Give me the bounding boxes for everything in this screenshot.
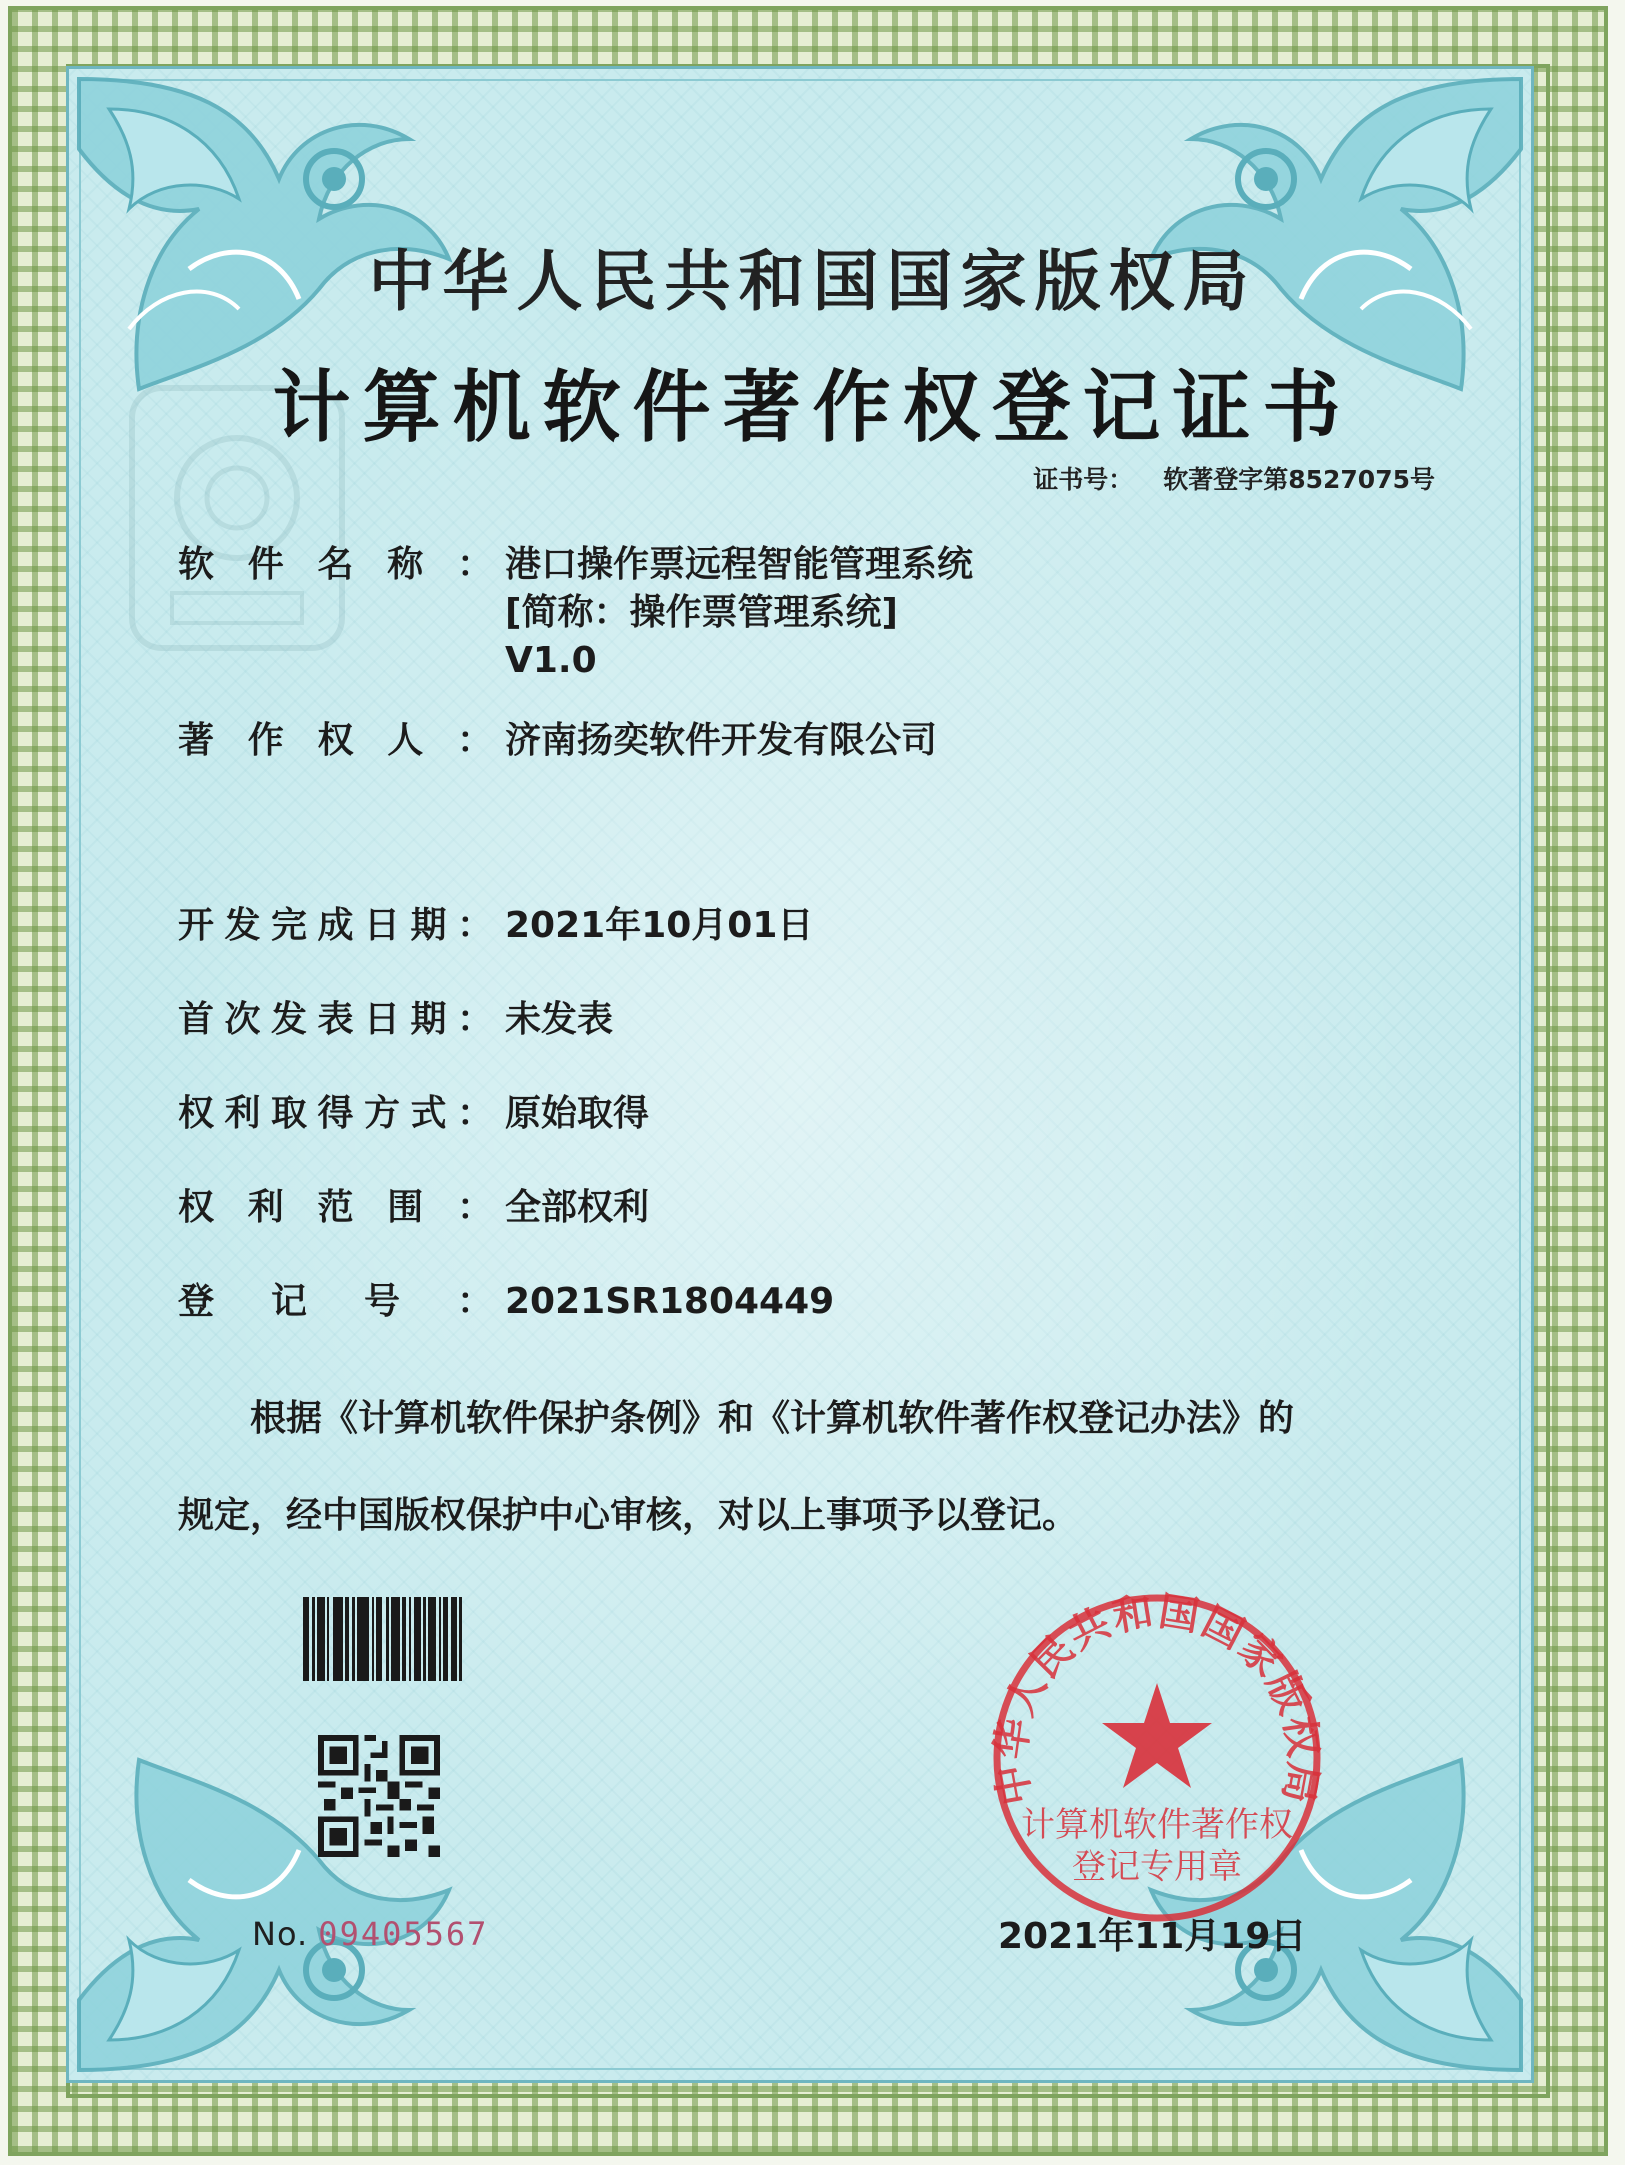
barcode-bar (414, 1597, 421, 1681)
registration-number-value: 2021SR1804449 (505, 1281, 835, 1322)
seal-ring-text: 中华人民共和国国家版权局 (987, 1588, 1327, 1809)
software-name-short: [简称：操作票管理系统] (505, 592, 898, 633)
statement-line-2: 规定，经中国版权保护中心审核，对以上事项予以登记。 (178, 1495, 1079, 1536)
acquisition-value: 原始取得 (505, 1093, 650, 1134)
registration-number-row (178, 1278, 834, 1326)
software-version: V1.0 (505, 640, 597, 681)
scope-value: 全部权利 (505, 1187, 650, 1228)
certificate-number-value: 软著登字第8527075号 (1163, 465, 1435, 494)
barcode-bar (428, 1597, 436, 1681)
scope-row (178, 1184, 649, 1232)
seal-star-icon (1102, 1683, 1212, 1788)
barcode-bar (333, 1597, 343, 1681)
issue-date: 2021年11月19日 (998, 1916, 1307, 1957)
first-publication-row (178, 996, 613, 1044)
first-publication-label: 首次发表日期： (178, 999, 493, 1040)
barcode (303, 1597, 547, 1681)
copyright-owner-row (178, 717, 937, 765)
barcode-gap (462, 1597, 466, 1681)
software-name-row (178, 541, 973, 685)
completion-date-label: 开发完成日期： (178, 905, 493, 946)
completion-date-row (178, 902, 813, 950)
completion-date-value: 2021年10月01日 (505, 905, 814, 946)
acquisition-row (178, 1090, 649, 1138)
serial-number (252, 1915, 488, 1953)
certificate-title: 计算机软件著作权登记证书 (272, 362, 1353, 453)
copyright-owner-value: 济南扬奕软件开发有限公司 (505, 720, 938, 761)
registration-number-label: 登记号： (178, 1281, 493, 1322)
software-name-label: 软件名称： (178, 544, 493, 585)
seal-center-line-2: 登记专用章 (1072, 1847, 1242, 1887)
acquisition-label: 权利取得方式： (178, 1093, 493, 1134)
serial-prefix: No. (252, 1915, 309, 1953)
first-publication-value: 未发表 (505, 999, 614, 1040)
scope-label: 权利范围： (178, 1187, 493, 1228)
seal-center-line-1: 计算机软件著作权 (1021, 1805, 1293, 1845)
software-name-value (505, 541, 973, 685)
official-red-seal (967, 1568, 1347, 1928)
qr-code (318, 1735, 440, 1857)
statement-line-1: 根据《计算机软件保护条例》和《计算机软件著作权登记办法》的 (250, 1398, 1295, 1439)
certificate-number (1033, 460, 1435, 496)
certificate-number-label: 证书号： (1033, 465, 1134, 494)
copyright-owner-label: 著作权人： (178, 720, 493, 761)
serial-number-value: 09405567 (318, 1915, 489, 1953)
barcode-bar (317, 1597, 325, 1681)
barcode-bar (391, 1597, 400, 1681)
issuing-authority-title: 中华人民共和国国家版权局 (368, 243, 1257, 320)
software-name-full: 港口操作票远程智能管理系统 (505, 544, 974, 585)
barcode-bar (357, 1597, 369, 1681)
